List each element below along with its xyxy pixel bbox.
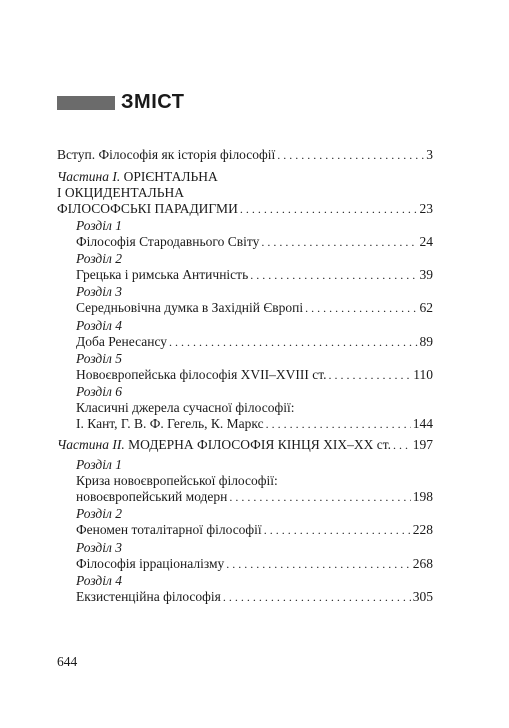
toc-entry-section[interactable] <box>76 521 433 538</box>
toc-page-number: 89 <box>419 334 433 349</box>
section-label: Розділ 1 <box>76 218 123 233</box>
toc-entry-section[interactable] <box>76 588 433 605</box>
toc-page-number: 23 <box>419 201 433 216</box>
toc-entry-title: Грецька і римська Античність <box>76 267 249 282</box>
toc-page-number: 3 <box>426 147 433 162</box>
dot-leader <box>169 334 417 351</box>
toc-entry-title: новоєвропейський модерн <box>76 489 228 504</box>
toc-page-number: 228 <box>412 522 433 537</box>
section-label: Розділ 3 <box>76 284 123 299</box>
dot-leader <box>226 556 410 573</box>
dot-leader <box>393 437 411 454</box>
dot-leader <box>261 234 417 251</box>
toc-entry-title: Вступ. Філософія як історія філософії <box>57 147 276 162</box>
toc-entry-section[interactable] <box>76 555 433 572</box>
toc-part1-line3[interactable] <box>57 200 433 217</box>
toc-part1-line2 <box>57 184 433 201</box>
dot-leader <box>264 522 411 539</box>
part-title-line2: І ОКЦИДЕНТАЛЬНА <box>57 185 185 200</box>
toc-entry-section[interactable] <box>76 233 433 250</box>
section-label: Розділ 4 <box>76 318 123 333</box>
dot-leader <box>223 589 411 606</box>
toc-page-number: 197 <box>412 437 433 452</box>
toc-entry-section[interactable] <box>76 366 433 383</box>
page-title: ЗМІСТ <box>121 91 185 113</box>
part-label: Частина ІІ. <box>57 437 125 452</box>
toc-part2[interactable] <box>57 436 433 453</box>
toc-entry-title: Феномен тоталітарної філософії <box>76 522 262 537</box>
dot-leader <box>277 147 424 164</box>
dot-leader <box>229 489 410 506</box>
section-label: Розділ 6 <box>76 384 123 399</box>
toc-entry-section[interactable] <box>76 299 433 316</box>
toc-entry-section[interactable] <box>76 415 433 432</box>
part-title-line3: ФІЛОСОФСЬКІ ПАРАДИГМИ <box>57 201 238 216</box>
toc-entry-title: Філософія Стародавнього Світу <box>76 234 260 249</box>
part-title: МОДЕРНА ФІЛОСОФІЯ КІНЦЯ ХІХ–ХХ ст. <box>128 437 391 452</box>
dot-leader <box>250 267 417 284</box>
toc-page-number: 110 <box>413 367 433 382</box>
toc-page-number: 198 <box>412 489 433 504</box>
toc-page-number: 305 <box>412 589 433 604</box>
dot-leader <box>329 367 412 384</box>
toc-entry-title-line1: Класичні джерела сучасної філософії: <box>76 400 295 415</box>
section-label: Розділ 5 <box>76 351 123 366</box>
section-label: Розділ 1 <box>76 457 123 472</box>
dot-leader <box>240 201 418 218</box>
toc-entry-section[interactable] <box>76 488 433 505</box>
toc-part1-line1[interactable] <box>57 168 433 185</box>
toc-entry-title: І. Кант, Г. В. Ф. Гегель, К. Маркс <box>76 416 264 431</box>
toc-page-number: 39 <box>419 267 433 282</box>
toc-entry-title: Екзистенційна філософія <box>76 589 221 604</box>
toc-entry-title: Філософія ірраціоналізму <box>76 556 225 571</box>
part-label: Частина І. <box>57 169 121 184</box>
page-number: 644 <box>57 654 78 669</box>
dot-leader <box>266 416 411 433</box>
toc-page-number: 24 <box>419 234 433 249</box>
toc-entry-intro[interactable] <box>57 146 433 163</box>
toc-entry-section[interactable] <box>76 333 433 350</box>
section-label: Розділ 3 <box>76 540 123 555</box>
section-label: Розділ 2 <box>76 251 123 266</box>
dot-leader <box>305 300 417 317</box>
part-title-line1: ОРІЄНТАЛЬНА <box>123 169 218 184</box>
toc-entry-section[interactable] <box>76 266 433 283</box>
toc-page-number: 62 <box>419 300 433 315</box>
heading-bar <box>57 96 115 110</box>
toc-page-number: 144 <box>412 416 433 431</box>
section-label: Розділ 2 <box>76 506 123 521</box>
toc-entry-title: Доба Ренесансу <box>76 334 168 349</box>
toc-entry-title-line1: Криза новоєвропейської філософії: <box>76 473 278 488</box>
section-label: Розділ 4 <box>76 573 123 588</box>
toc-entry-title: Новоєвропейська філософія XVII–XVIII ст. <box>76 367 327 382</box>
toc-entry-title: Середньовічна думка в Західній Європі <box>76 300 304 315</box>
toc-page-number: 268 <box>412 556 433 571</box>
part2-heading <box>57 436 391 453</box>
